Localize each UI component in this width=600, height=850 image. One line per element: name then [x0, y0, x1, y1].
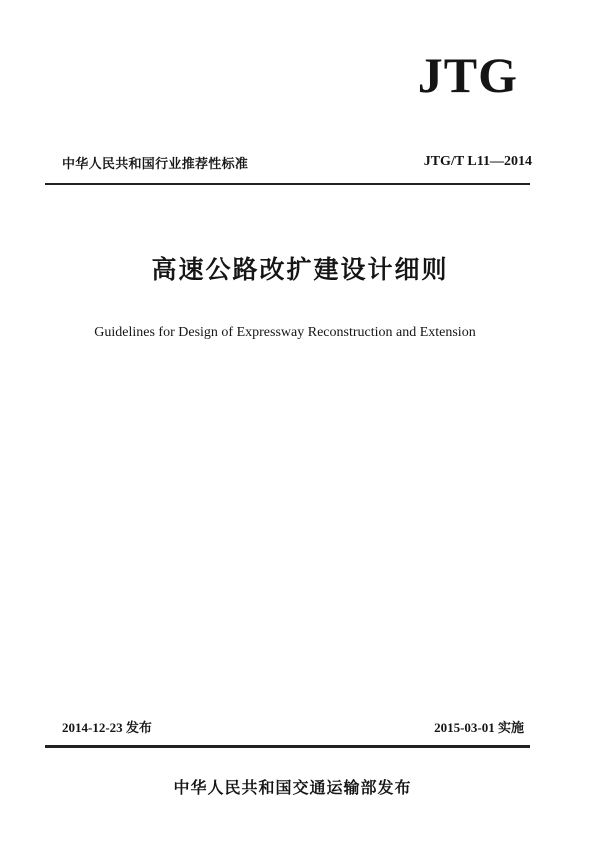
document-title-english: Guidelines for Design of Expressway Reconstruction and Extension	[94, 325, 476, 340]
standard-code: JTG/T L11—2014	[423, 154, 532, 169]
bottom-divider	[45, 745, 530, 748]
publisher: 中华人民共和国交通运输部发布	[173, 778, 412, 797]
standard-category: 中华人民共和国行业推荐性标准	[62, 156, 249, 172]
date-row	[62, 717, 524, 736]
document-title-chinese: 高速公路改扩建设计细则	[151, 255, 449, 284]
issue-date: 2014-12-23 发布	[62, 720, 152, 735]
effective-date: 2015-03-01 实施	[434, 720, 524, 735]
standard-header	[62, 150, 532, 174]
top-divider	[45, 183, 530, 185]
jtg-logo: JTG	[417, 47, 518, 103]
